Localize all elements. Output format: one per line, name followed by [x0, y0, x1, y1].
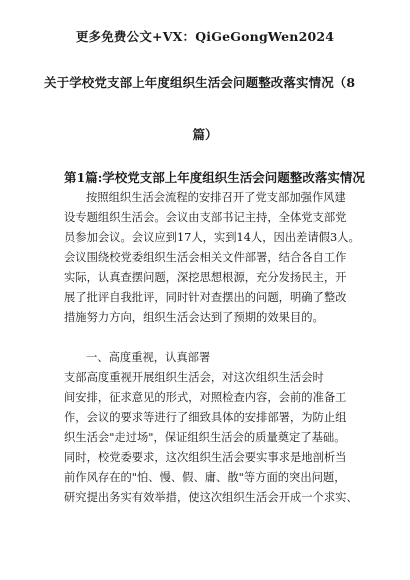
paragraph-line: 员参加会议。会议应到17人，实到14人，因出差请假3人。: [64, 231, 360, 244]
paragraph-line: 措施努力方向，组织生活会达到了预期的效果目的。: [64, 311, 324, 324]
paragraph-line: 作，会议的要求等进行了细致具体的安排部署，为防止组: [64, 411, 347, 424]
paragraph-line: 前作风存在的"怕、慢、假、庸、散"等方面的突出问题，: [64, 471, 346, 484]
paragraph-line: 设专题组织生活会。会议由支部书记主持，全体党支部党: [64, 211, 347, 224]
document-title: 关于学校党支部上年度组织生活会问题整改落实情况（8: [44, 75, 356, 90]
paragraph-line: 支部高度重视开展组织生活会，对这次组织生活会时: [64, 371, 324, 384]
subheading-text: 一、高度重视，认真部署: [86, 351, 211, 364]
paragraph-line: 研究提出务实有效举措，使这次组织生活会开成一个求实、: [64, 491, 358, 504]
paragraph-deployment: [64, 368, 358, 508]
paragraph-intro: [64, 188, 360, 328]
paragraph-line: 织生活会"走过场"，保证组织生活会的质量奠定了基础。: [64, 431, 346, 444]
paragraph-line: 会议围绕校党委组织生活会相关文件部署，结合各自工作: [64, 251, 347, 264]
promo-header: 更多免费公文+VX：QiGeGongWen2024: [75, 29, 335, 44]
subheading: [64, 348, 354, 368]
paragraph-line: 展了批评自我批评，同时针对查摆出的问题，明确了整改: [64, 291, 347, 304]
paragraph-line: 间安排，征求意见的形式，对照检查内容，会前的准备工: [64, 391, 347, 404]
paragraph-line: 实际，认真查摆问题，深挖思想根源，充分发扬民主，开: [64, 271, 347, 284]
paragraph-line: 同时，校党委要求，这次组织生活会要实事求是地剖析当: [64, 451, 347, 464]
document-title-continued: 篇）: [192, 127, 218, 142]
section-title: 第1篇:学校党支部上年度组织生活会问题整改落实情况: [64, 170, 365, 185]
paragraph-line: 按照组织生活会流程的安排召开了党支部加强作风建: [86, 191, 346, 204]
